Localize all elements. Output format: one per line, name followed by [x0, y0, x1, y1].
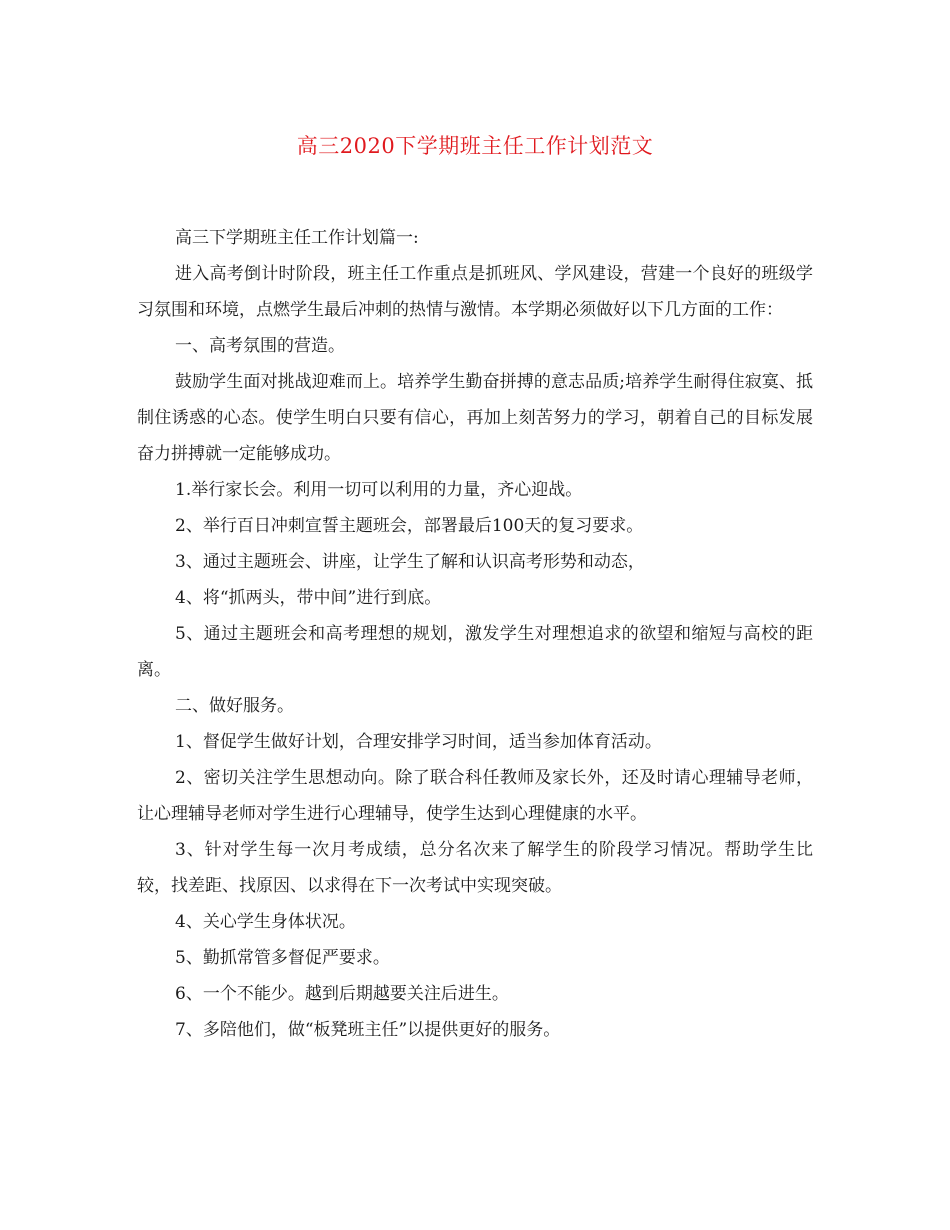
list-item: 1、督促学生做好计划，合理安排学习时间，适当参加体育活动。	[175, 732, 662, 752]
list-item: 6、一个不能少。越到后期越要关注后进生。	[175, 984, 509, 1004]
list-item: 4、关心学生身体状况。	[175, 912, 356, 932]
list-item: 4、将“抓两头，带中间”进行到底。	[175, 588, 442, 608]
list-item: 2、密切关注学生思想动向。除了联合科任教师及家长外，还及时请心理辅导老师，让心理辅导老师对学生进行心理辅导，使学生达到心理健康的水平。	[137, 768, 813, 824]
section-heading-1: 一、高考氛围的营造。	[175, 336, 345, 356]
list-item: 5、勤抓常管多督促严要求。	[175, 948, 390, 968]
list-item: 5、通过主题班会和高考理想的规划，激发学生对理想追求的欲望和缩短与高校的距离。	[137, 624, 813, 680]
section-heading-2: 二、做好服务。	[175, 696, 294, 716]
list-item: 3、通过主题班会、讲座，让学生了解和认识高考形势和动态，	[175, 552, 645, 572]
paragraph-intro-heading: 高三下学期班主任工作计划篇一:	[175, 228, 419, 248]
paragraph: 鼓励学生面对挑战迎难而上。培养学生勤奋拼搏的意志品质;培养学生耐得住寂寞、抵制住诱惑的心态。使学生明白只要有信心，再加上刻苦努力的学习，朝着自己的目标发展奋力拼搏就一定能够成功。	[137, 372, 813, 464]
document-body	[137, 220, 813, 1048]
list-item: 1.举行家长会。利用一切可以利用的力量，齐心迎战。	[175, 480, 583, 500]
document-title: 高三2020下学期班主任工作计划范文	[296, 134, 654, 158]
list-item: 3、针对学生每一次月考成绩，总分名次来了解学生的阶段学习情况。帮助学生比较，找差距、找原因、以求得在下一次考试中实现突破。	[137, 840, 813, 896]
paragraph-intro: 进入高考倒计时阶段，班主任工作重点是抓班风、学风建设，营建一个良好的班级学习氛围和环境，点燃学生最后冲刺的热情与激情。本学期必须做好以下几方面的工作：	[137, 264, 813, 320]
list-item: 2、举行百日冲刺宣誓主题班会，部署最后100天的复习要求。	[175, 516, 644, 536]
list-item: 7、多陪他们，做“板凳班主任”以提供更好的服务。	[175, 1020, 561, 1040]
